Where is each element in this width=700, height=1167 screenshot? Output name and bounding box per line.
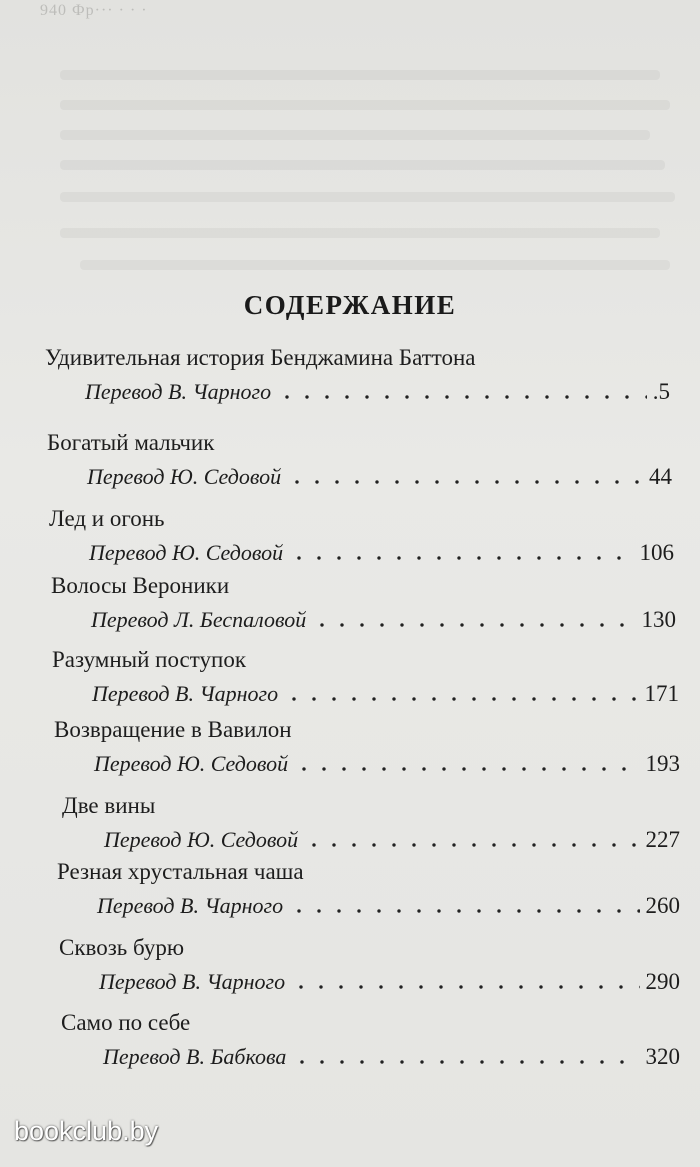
toc-entry-title: Две вины <box>62 793 156 818</box>
toc-entry-page: 171 <box>644 681 679 706</box>
toc-entry-title: Сквозь бурю <box>59 935 185 960</box>
toc-entry-page: 44 <box>649 464 672 489</box>
toc-entry-translator: Перевод В. Бабкова <box>103 1044 287 1069</box>
toc-entry <box>0 793 700 868</box>
toc-entry <box>0 859 700 934</box>
toc-entry <box>0 430 700 505</box>
toc-entry-translator: Перевод Ю. Седовой <box>104 827 299 852</box>
toc-entry-translator: Перевод В. Чарного <box>99 969 286 994</box>
toc-entry-translator: Перевод Ю. Седовой <box>94 751 289 776</box>
toc-entry-line <box>87 464 672 490</box>
toc-entry-page: 130 <box>641 607 676 632</box>
dot-leader <box>287 479 643 485</box>
toc-entry-page: 193 <box>645 751 680 776</box>
toc-entry-line <box>91 607 676 633</box>
dot-leader <box>277 394 647 400</box>
toc-entry-line <box>104 827 680 853</box>
toc-entry-title: Удивительная история Бенджамина Баттона <box>45 345 476 370</box>
toc-entry-title: Волосы Вероники <box>51 573 230 598</box>
dot-leader <box>289 908 639 914</box>
dot-leader <box>291 984 639 990</box>
show-through-line <box>60 228 660 238</box>
show-through-line <box>60 130 650 140</box>
toc-entry-translator: Перевод Ю. Седовой <box>89 540 284 565</box>
toc-entry-line <box>99 969 680 995</box>
toc-entry-line <box>89 540 674 566</box>
toc-entry <box>0 717 700 792</box>
toc-entry-page: 260 <box>645 893 680 918</box>
toc-entry-page: 106 <box>639 540 674 565</box>
toc-entry-title: Богатый мальчик <box>47 430 215 455</box>
toc-entry-line <box>92 681 679 707</box>
dot-leader <box>294 766 639 772</box>
toc-entry-line <box>103 1044 680 1070</box>
dot-leader <box>304 842 639 848</box>
toc-entry-translator: Перевод В. Чарного <box>85 379 272 404</box>
toc-entry <box>0 573 700 648</box>
toc-entry <box>0 647 700 722</box>
toc-entry <box>0 935 700 1010</box>
page-title: СОДЕРЖАНИЕ <box>243 290 457 320</box>
show-through-line <box>80 260 670 270</box>
toc-entry-page: 227 <box>645 827 680 852</box>
toc-entry <box>0 506 700 581</box>
toc-entry-line <box>85 379 670 405</box>
toc-entry-translator: Перевод В. Чарного <box>97 893 284 918</box>
show-through-line <box>60 100 670 110</box>
toc-entry-page: 320 <box>645 1044 680 1069</box>
toc-entry-line <box>94 751 680 777</box>
toc-entry-translator: Перевод Ю. Седовой <box>87 464 282 489</box>
toc-entry-page: .5 <box>652 379 670 404</box>
dot-leader <box>284 696 638 702</box>
toc-entry-title: Само по себе <box>61 1010 191 1035</box>
show-through-line <box>60 160 665 170</box>
toc-entry <box>0 1010 700 1085</box>
site-watermark: bookclub.by <box>14 1116 159 1146</box>
dot-leader <box>292 1059 639 1065</box>
toc-entry-title: Резная хрустальная чаша <box>57 859 304 884</box>
show-through-line <box>60 192 675 202</box>
show-through-line <box>60 70 660 80</box>
toc-entry-translator: Перевод В. Чарного <box>92 681 279 706</box>
dot-leader <box>289 555 633 561</box>
toc-entry-page: 290 <box>645 969 680 994</box>
toc-entry-title: Возвращение в Вавилон <box>54 717 292 742</box>
toc-entry-title: Разумный поступок <box>52 647 246 672</box>
toc-entry <box>0 345 700 420</box>
running-head: 940 Фр··· · · · <box>40 2 148 19</box>
toc-entry-line <box>97 893 680 919</box>
toc-entry-translator: Перевод Л. Беспаловой <box>91 607 307 632</box>
dot-leader <box>312 622 635 628</box>
toc-entry-title: Лед и огонь <box>49 506 165 531</box>
